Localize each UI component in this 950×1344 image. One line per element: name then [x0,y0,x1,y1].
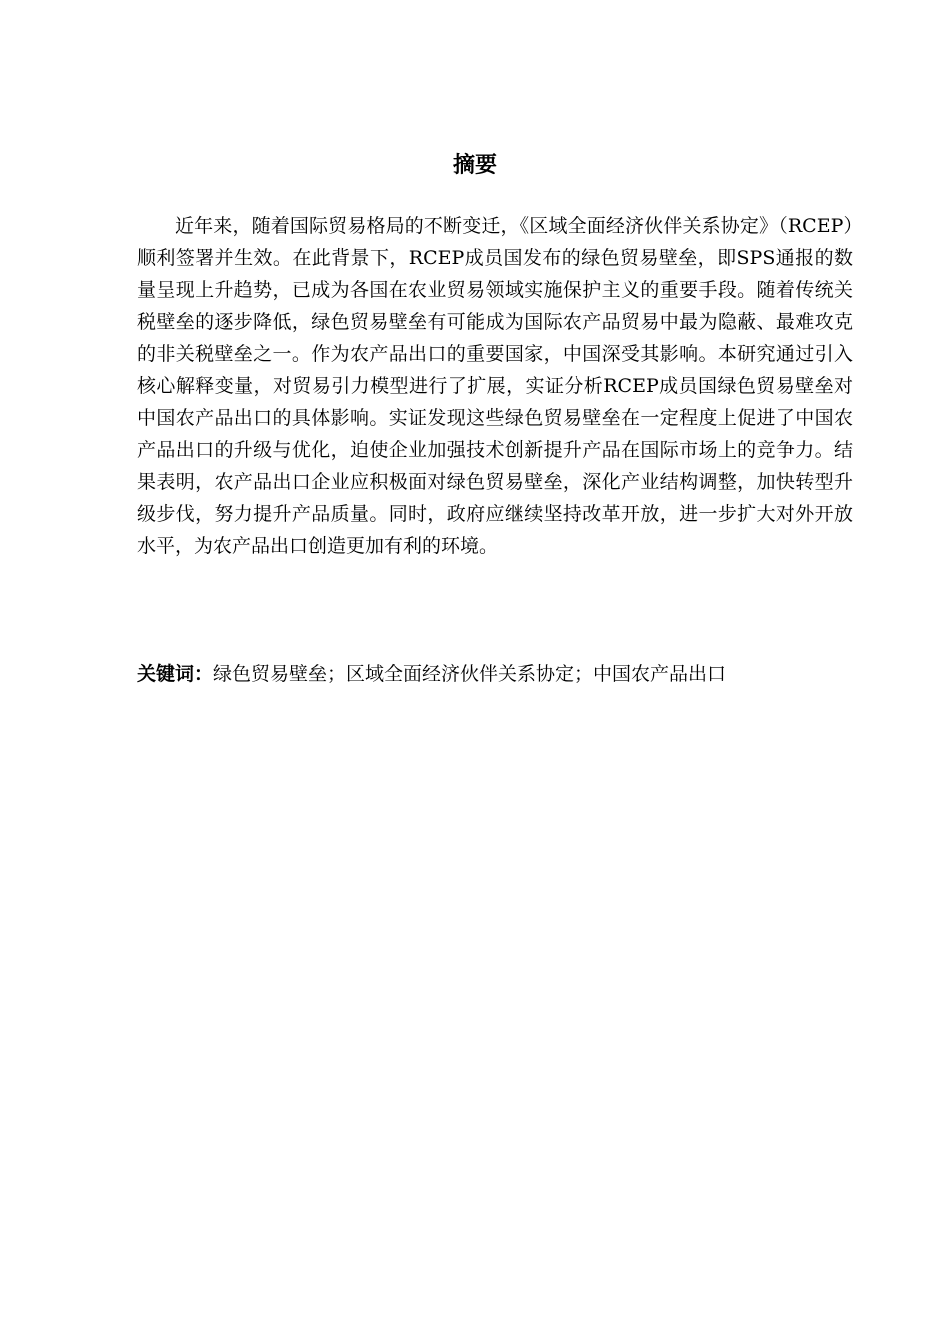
abstract-title: 摘要 [452,153,497,178]
keywords-line [137,658,877,690]
keywords-label: 关键词： [137,663,214,685]
keywords-text: 绿色贸易壁垒；区域全面经济伙伴关系协定；中国农产品出口 [213,663,727,685]
abstract-paragraph: 近年来，随着国际贸易格局的不断变迁，《区域全面经济伙伴关系协定》（RCEP）顺利签署并生效。在此背景下，RCEP成员国发布的绿色贸易壁垒，即SPS通报的数量呈现上升趋势，已成为各国在农业贸易领域实施保护主义的重要手段。随着传统关税壁垒的逐步降低，绿色贸易壁垒有可能成为国际农产品贸易中最为隐蔽、最难攻克的非关税壁垒之一。作为农产品出口的重要国家，中国深受其影响。本研究通过引入核心解释变量，对贸易引力模型进行了扩展，实证分析RCEP成员国绿色贸易壁垒对中国农产品出口的具体影响。实证发现这些绿色贸易壁垒在一定程度上促进了中国农产品出口的升级与优化，迫使企业加强技术创新提升产品在国际市场上的竞争力。结果表明，农产品出口企业应积极面对绿色贸易壁垒，深化产业结构调整，加快转型升级步伐，努力提升产品质量。同时，政府应继续坚持改革开放，进一步扩大对外开放水平，为农产品出口创造更加有利的环境。 [137,215,853,557]
